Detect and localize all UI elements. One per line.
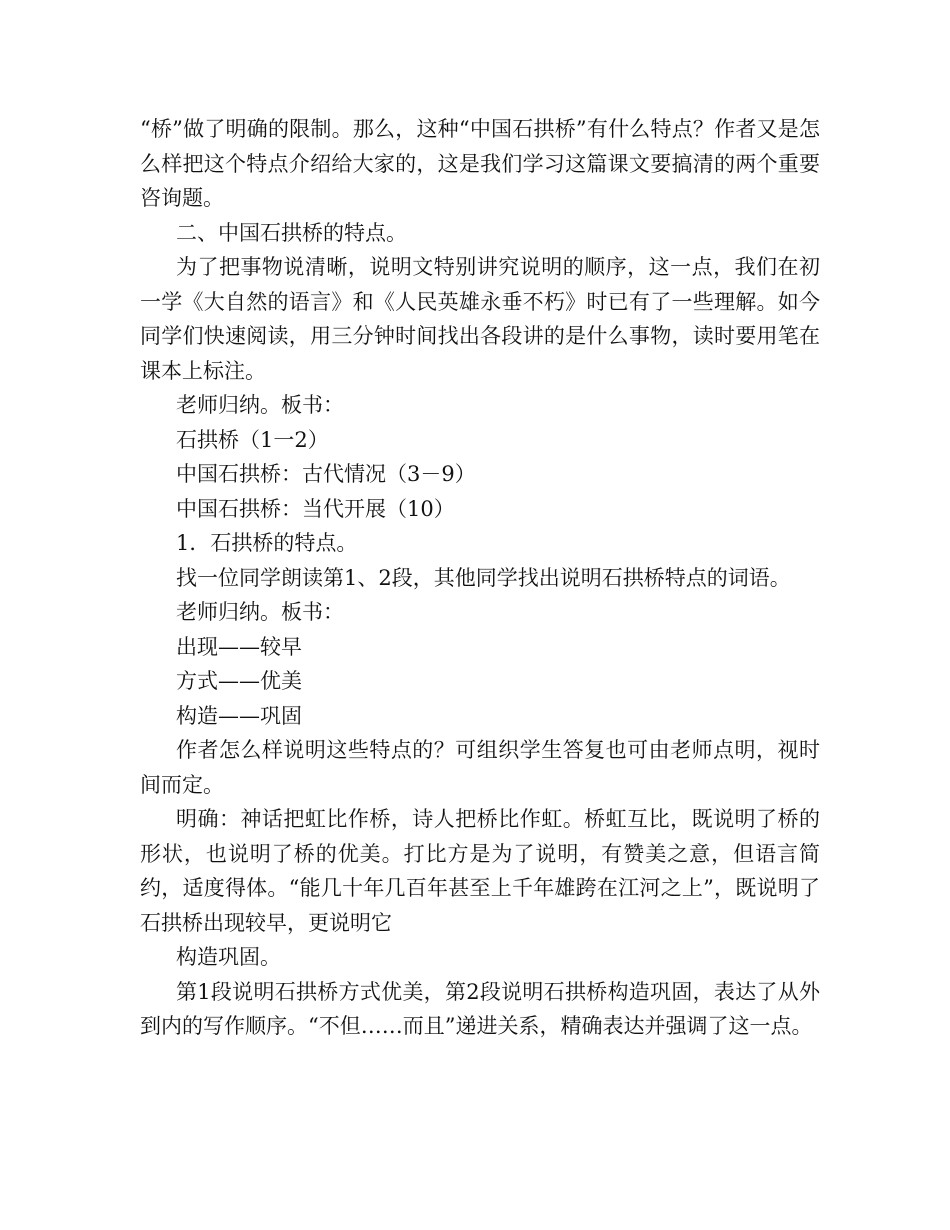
teacher-summary-label: 老师归纳。板书： xyxy=(176,393,344,417)
board-item-ancient: 中国石拱桥：古代情况（3－9） xyxy=(176,462,476,486)
paragraph-read-aloud: 找一位同学朗读第1、2段，其他同学找出说明石拱桥特点的词语。 xyxy=(176,565,791,590)
paragraph-structure-solid: 构造巩固。 xyxy=(176,945,281,969)
subsection-heading-1: 1．石拱桥的特点。 xyxy=(176,531,358,555)
board-item-stone-arch-bridge: 石拱桥（1一2） xyxy=(176,427,329,452)
board-item-appearance: 出现——较早 xyxy=(176,634,302,659)
board-item-form: 方式——优美 xyxy=(176,669,302,693)
paragraph-writing-order: 第1段说明石拱桥方式优美，第2段说明石拱桥构造巩固，表达了从外到内的写作顺序。“不但……而且”递进关系，精确表达并强调了这一点。 xyxy=(140,979,820,1038)
section-heading-features: 二、中国石拱桥的特点。 xyxy=(176,220,407,245)
paragraph-question: 作者怎么样说明这些特点的？可组织学生答复也可由老师点明，视时间而定。 xyxy=(140,738,820,797)
document-body xyxy=(140,112,820,1044)
paragraph-intro-continuation: “桥”做了明确的限制。那么，这种“中国石拱桥”有什么特点？作者又是怎么样把这个特点介绍给大家的，这是我们学习这篇课文要搞清的两个重要咨询题。 xyxy=(140,117,820,210)
paragraph-clarification: 明确：神话把虹比作桥，诗人把桥比作虹。桥虹互比，既说明了桥的形状，也说明了桥的优美。打比方是为了说明，有赞美之意，但语言简约，适度得体。“能几十年几百年甚至上千年雄跨在江河之上”，既说明了石拱桥出现较早，更说明它 xyxy=(140,807,820,935)
board-item-structure: 构造——巩固 xyxy=(176,703,302,728)
teacher-summary-label-2: 老师归纳。板书： xyxy=(176,600,344,624)
board-item-modern: 中国石拱桥：当代开展（10） xyxy=(176,496,455,521)
paragraph-reading-order: 为了把事物说清晰，说明文特别讲究说明的顺序，这一点，我们在初一学《大自然的语言》和《人民英雄永垂不朽》时已有了一些理解。如今同学们快速阅读，用三分钟时间找出各段讲的是什么事物，读时要用笔在课本上标注。 xyxy=(140,255,820,383)
